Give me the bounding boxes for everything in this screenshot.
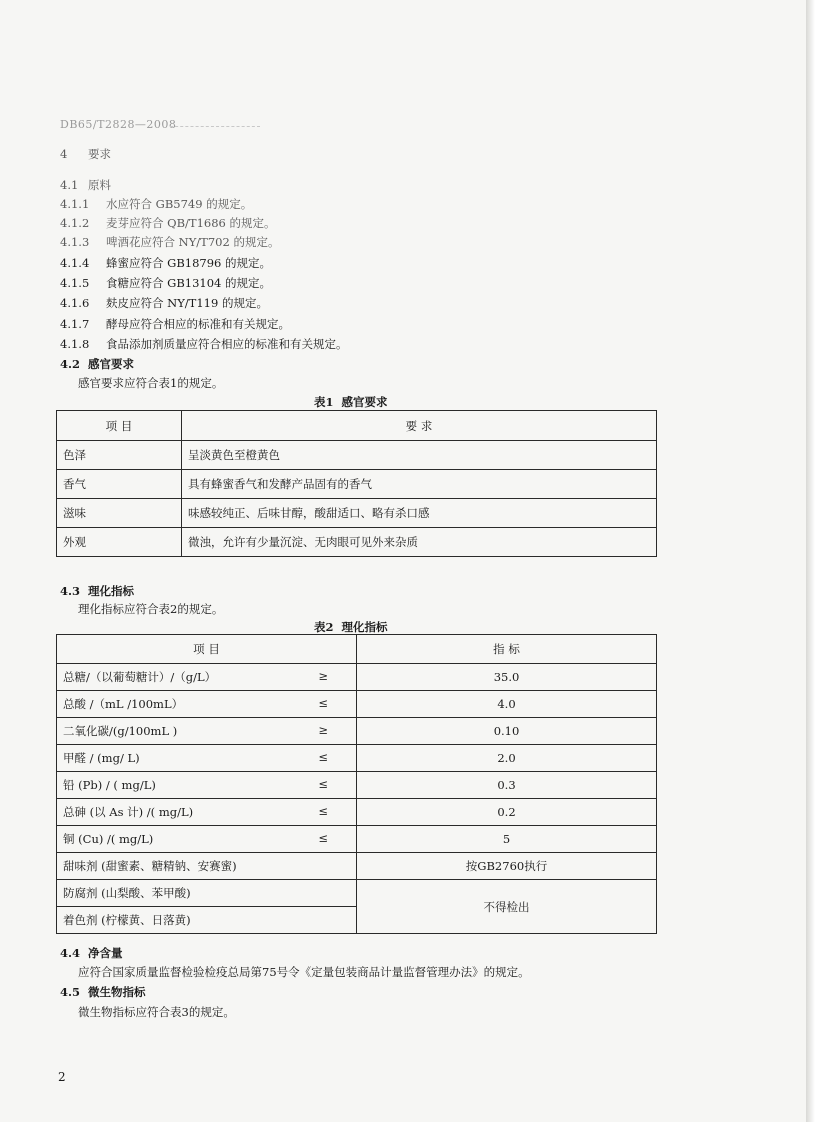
table-row bbox=[57, 853, 657, 880]
section-4-heading bbox=[60, 146, 111, 162]
clause-4-1-2 bbox=[60, 215, 276, 231]
section-4-5-text: 微生物指标应符合表3的规定。 bbox=[78, 1005, 235, 1019]
clause-4-1-3 bbox=[60, 234, 279, 250]
comparison-symbol: ≤ bbox=[318, 831, 328, 845]
table-cell: 外观 bbox=[57, 528, 182, 557]
table-cell: 0.10 bbox=[357, 718, 657, 745]
table-cell: 味感较纯正、后味甘醇，酸甜适口、略有杀口感 bbox=[182, 499, 657, 528]
comparison-symbol: ≤ bbox=[318, 804, 328, 818]
table-row bbox=[57, 664, 657, 691]
comparison-symbol: ≥ bbox=[318, 723, 328, 737]
sensory-requirements-table bbox=[56, 410, 657, 557]
section-4-4-text: 应符合国家质量监督检验检疫总局第75号令《定量包装商品计量监督管理办法》的规定。 bbox=[78, 965, 530, 979]
table-cell: 按GB2760执行 bbox=[357, 853, 657, 880]
section-4-3-heading bbox=[60, 583, 134, 599]
comparison-symbol: ≤ bbox=[318, 777, 328, 791]
table-cell: 着色剂 (柠檬黄、日落黄) bbox=[57, 907, 357, 934]
table-row bbox=[57, 499, 657, 528]
table-cell: 4.0 bbox=[357, 691, 657, 718]
table-row bbox=[57, 772, 657, 799]
table-header-row bbox=[57, 411, 657, 441]
table-cell: 0.3 bbox=[357, 772, 657, 799]
table-cell bbox=[57, 799, 357, 826]
clause-text: 酵母应符合相应的标准和有关规定。 bbox=[106, 317, 290, 331]
table-cell: 微浊，允许有少量沉淀、无肉眼可见外来杂质 bbox=[182, 528, 657, 557]
table-cell: 0.2 bbox=[357, 799, 657, 826]
table-row bbox=[57, 718, 657, 745]
table1-caption bbox=[314, 394, 388, 410]
document-header-code: DB65/T2828—2008 bbox=[60, 118, 177, 131]
table-row bbox=[57, 880, 657, 907]
item-label: 铅 (Pb) / ( mg/L) bbox=[63, 778, 156, 792]
table-header-item: 项 目 bbox=[57, 635, 357, 664]
clause-4-1-8 bbox=[60, 336, 348, 352]
table-header-requirement: 要 求 bbox=[182, 411, 657, 441]
comparison-symbol: ≥ bbox=[318, 669, 328, 683]
clause-text: 啤酒花应符合 NY/T702 的规定。 bbox=[106, 235, 280, 249]
clause-text: 麸皮应符合 NY/T119 的规定。 bbox=[106, 296, 268, 310]
section-number: 4.2 bbox=[60, 357, 81, 371]
clause-number: 4.1.7 bbox=[60, 317, 90, 331]
clause-number: 4.1.5 bbox=[60, 276, 90, 290]
table-row bbox=[57, 691, 657, 718]
clause-number: 4.1.2 bbox=[60, 216, 90, 230]
clause-text: 蜂蜜应符合 GB18796 的规定。 bbox=[106, 256, 272, 270]
clause-number: 4.1.4 bbox=[60, 256, 90, 270]
item-label: 甜味剂 (甜蜜素、糖精钠、安赛蜜) bbox=[63, 859, 237, 873]
clause-text: 食糖应符合 GB13104 的规定。 bbox=[106, 276, 272, 290]
item-label: 二氧化碳/(g/100mL ) bbox=[63, 724, 178, 738]
table-cell-merged: 不得检出 bbox=[357, 880, 657, 934]
table1-caption-number: 表1 bbox=[314, 395, 334, 409]
section-number: 4.5 bbox=[60, 985, 81, 999]
section-title: 要求 bbox=[88, 147, 111, 161]
clause-number: 4.1.8 bbox=[60, 337, 90, 351]
table-row bbox=[57, 528, 657, 557]
table-cell: 色泽 bbox=[57, 441, 182, 470]
table-cell: 防腐剂 (山梨酸、苯甲酸) bbox=[57, 880, 357, 907]
table-cell bbox=[57, 664, 357, 691]
clause-4-1-7 bbox=[60, 316, 290, 332]
section-number: 4.4 bbox=[60, 946, 81, 960]
table-cell: 5 bbox=[357, 826, 657, 853]
table-cell bbox=[57, 745, 357, 772]
section-title: 微生物指标 bbox=[88, 985, 146, 999]
table-header-item: 项 目 bbox=[57, 411, 182, 441]
table-cell: 香气 bbox=[57, 470, 182, 499]
table-cell bbox=[57, 826, 357, 853]
clause-number: 4.1.6 bbox=[60, 296, 90, 310]
table2-caption bbox=[314, 619, 388, 635]
table2-caption-title: 理化指标 bbox=[341, 620, 388, 634]
table-cell: 滋味 bbox=[57, 499, 182, 528]
table-row bbox=[57, 799, 657, 826]
table-cell: 35.0 bbox=[357, 664, 657, 691]
table-cell bbox=[57, 691, 357, 718]
table-row bbox=[57, 441, 657, 470]
section-4-3-text: 理化指标应符合表2的规定。 bbox=[78, 602, 224, 616]
item-label: 总糖/（以葡萄糖计）/（g/L） bbox=[63, 670, 217, 684]
section-4-5-heading bbox=[60, 984, 146, 1000]
clause-text: 麦芽应符合 QB/T1686 的规定。 bbox=[106, 216, 276, 230]
table-header-index: 指 标 bbox=[357, 635, 657, 664]
item-label: 总砷 (以 As 计) /( mg/L) bbox=[63, 805, 194, 819]
table-cell bbox=[57, 853, 357, 880]
table-cell: 呈淡黄色至橙黄色 bbox=[182, 441, 657, 470]
section-title: 原料 bbox=[88, 178, 111, 192]
table-cell: 具有蜂蜜香气和发酵产品固有的香气 bbox=[182, 470, 657, 499]
clause-text: 水应符合 GB5749 的规定。 bbox=[106, 197, 253, 211]
page-edge-shadow bbox=[806, 0, 815, 1122]
item-label: 铜 (Cu) /( mg/L) bbox=[63, 832, 154, 846]
clause-4-1-5 bbox=[60, 275, 271, 291]
table-cell bbox=[57, 718, 357, 745]
section-number: 4.3 bbox=[60, 584, 81, 598]
section-number: 4 bbox=[60, 147, 68, 161]
section-4-4-heading bbox=[60, 945, 123, 961]
table1-caption-title: 感官要求 bbox=[341, 395, 388, 409]
table2-caption-number: 表2 bbox=[314, 620, 334, 634]
clause-4-1-6 bbox=[60, 295, 268, 311]
section-title: 净含量 bbox=[88, 946, 123, 960]
physicochemical-index-table bbox=[56, 634, 657, 934]
section-4-2-text: 感官要求应符合表1的规定。 bbox=[78, 376, 224, 390]
table-cell: 2.0 bbox=[357, 745, 657, 772]
header-rule bbox=[170, 126, 260, 127]
section-title: 感官要求 bbox=[88, 357, 134, 371]
comparison-symbol: ≤ bbox=[318, 750, 328, 764]
item-label: 总酸 /（mL /100mL） bbox=[63, 697, 184, 711]
section-4-2-heading bbox=[60, 356, 134, 372]
clause-4-1-1 bbox=[60, 196, 252, 212]
table-row bbox=[57, 826, 657, 853]
table-row bbox=[57, 745, 657, 772]
clause-4-1-4 bbox=[60, 255, 271, 271]
table-header-row bbox=[57, 635, 657, 664]
table-row bbox=[57, 470, 657, 499]
section-title: 理化指标 bbox=[88, 584, 134, 598]
page-number: 2 bbox=[58, 1070, 66, 1084]
clause-text: 食品添加剂质量应符合相应的标准和有关规定。 bbox=[106, 337, 348, 351]
clause-number: 4.1.3 bbox=[60, 235, 90, 249]
item-label: 甲醛 / (mg/ L) bbox=[63, 751, 140, 765]
section-number: 4.1 bbox=[60, 178, 79, 192]
clause-number: 4.1.1 bbox=[60, 197, 90, 211]
table-cell bbox=[57, 772, 357, 799]
comparison-symbol: ≤ bbox=[318, 696, 328, 710]
section-4-1-heading bbox=[60, 177, 111, 193]
